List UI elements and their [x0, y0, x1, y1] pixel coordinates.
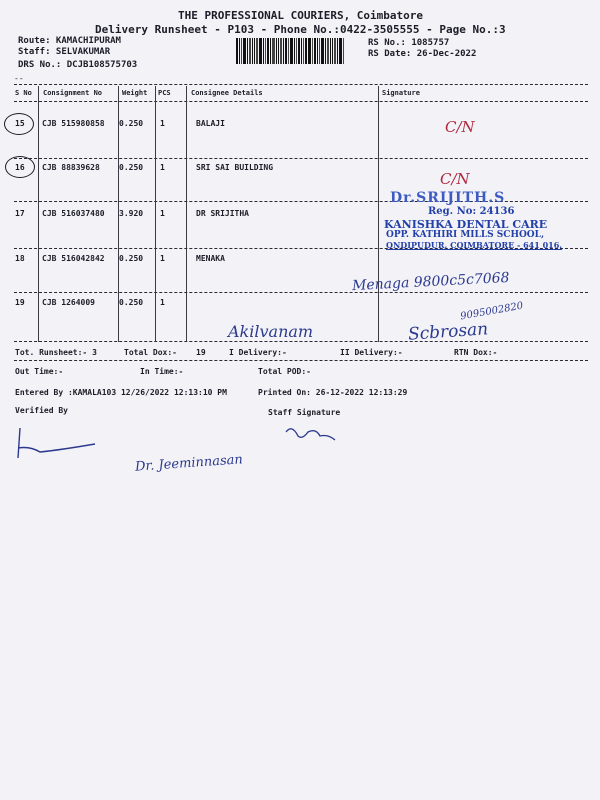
- barcode: [236, 38, 360, 64]
- barcode-bar: [254, 38, 255, 64]
- ii-delivery: II Delivery:-: [340, 348, 403, 357]
- row-pcs: 1: [160, 119, 165, 128]
- barcode-bar: [330, 38, 331, 64]
- barcode-bar: [259, 38, 262, 64]
- barcode-bar: [337, 38, 338, 64]
- barcode-bar: [305, 38, 307, 64]
- barcode-bar: [312, 38, 313, 64]
- header-dashes: --: [14, 74, 24, 83]
- barcode-bar: [270, 38, 271, 64]
- col-pcs: PCS: [158, 89, 171, 97]
- barcode-bar: [256, 38, 258, 64]
- barcode-bar: [247, 38, 248, 64]
- barcode-bar: [294, 38, 295, 64]
- row-sno: 18: [15, 254, 25, 263]
- row-weight: 3.920: [119, 209, 144, 218]
- barcode-bar: [288, 38, 289, 64]
- row-weight: 0.250: [119, 254, 144, 263]
- row-signature: Scbrosan: [407, 319, 489, 345]
- col-consignee: Consignee Details: [191, 89, 263, 97]
- stamp-clinic: KANISHKA DENTAL CARE: [384, 218, 548, 231]
- row-consignee: MENAKA: [196, 254, 225, 263]
- barcode-bar: [334, 38, 336, 64]
- row-rule: [14, 158, 588, 159]
- col-divider: [186, 86, 187, 342]
- barcode-bar: [236, 38, 238, 64]
- row-rule: [14, 292, 588, 293]
- barcode-bar: [267, 38, 269, 64]
- barcode-bar: [241, 38, 242, 64]
- total-pod: Total POD:-: [258, 367, 311, 376]
- akilvanam-scrawl: Akilvanam: [228, 322, 314, 341]
- barcode-bar: [308, 38, 311, 64]
- route-label: Route: KAMACHIPURAM: [18, 36, 121, 46]
- barcode-bar: [325, 38, 326, 64]
- signature-strokes: [0, 410, 600, 490]
- entered-by: Entered By :KAMALA103 12/26/2022 12:13:10 PM: [15, 388, 227, 397]
- barcode-bar: [276, 38, 277, 64]
- staff-label: Staff: SELVAKUMAR: [18, 47, 111, 57]
- col-divider: [155, 86, 156, 342]
- barcode-bar: [327, 38, 329, 64]
- row-consignment: CJB 516042842: [42, 254, 105, 263]
- row-pcs: 1: [160, 254, 165, 263]
- row-consignment: CJB 516037480: [42, 209, 105, 218]
- barcode-bar: [290, 38, 293, 64]
- staff-signature-label: Staff Signature: [268, 408, 341, 417]
- barcode-bar: [332, 38, 333, 64]
- barcode-bar: [249, 38, 251, 64]
- runsheet-title: Delivery Runsheet - P103 - Phone No.:0422-3505555 - Page No.:3: [95, 23, 506, 36]
- table-top-rule: [14, 84, 588, 85]
- barcode-bar: [317, 38, 318, 64]
- stamp-name: Dr.SRIJITH.S: [390, 190, 506, 206]
- col-sno: S No: [15, 89, 32, 97]
- rs-date-label: RS Date: 26-Dec-2022: [368, 49, 477, 59]
- barcode-bar: [296, 38, 297, 64]
- barcode-bar: [278, 38, 279, 64]
- col-divider: [38, 86, 39, 342]
- barcode-bar: [239, 38, 240, 64]
- col-signature: Signature: [382, 89, 420, 97]
- total-dox-value: 19: [196, 348, 206, 357]
- barcode-bar: [265, 38, 266, 64]
- phone-scrawl: 9095002820: [459, 300, 525, 323]
- barcode-bar: [298, 38, 300, 64]
- out-time: Out Time:-: [15, 367, 64, 376]
- rtn-dox: RTN Dox:-: [454, 348, 498, 357]
- stamp-addr1: OPP. KATHIRI MILLS SCHOOL,: [386, 230, 545, 240]
- verified-by: Verified By: [15, 406, 68, 415]
- row-weight: 0.250: [119, 298, 144, 307]
- barcode-bar: [319, 38, 320, 64]
- signature-scrawl: Dr. Jeeminnasan: [134, 452, 244, 475]
- row-sno: 16: [15, 163, 25, 172]
- barcode-bar: [301, 38, 302, 64]
- barcode-bar: [321, 38, 324, 64]
- total-dox-label: Total Dox:-: [124, 348, 177, 357]
- row-sno: 19: [15, 298, 25, 307]
- row-pcs: 1: [160, 298, 165, 307]
- barcode-bar: [272, 38, 275, 64]
- barcode-bar: [314, 38, 316, 64]
- barcode-bar: [263, 38, 264, 64]
- row-signature: C/N: [440, 170, 470, 188]
- rs-no-label: RS No.: 1085757: [368, 38, 450, 48]
- company-title: THE PROFESSIONAL COURIERS, Coimbatore: [178, 9, 424, 22]
- row-consignment: CJB 1264009: [42, 298, 95, 307]
- col-divider: [378, 86, 379, 342]
- barcode-bar: [303, 38, 304, 64]
- row-pcs: 1: [160, 209, 165, 218]
- col-weight: Weight: [122, 89, 148, 97]
- in-time: In Time:-: [140, 367, 184, 376]
- stamp-reg: Reg. No: 24136: [428, 206, 515, 217]
- barcode-bar: [280, 38, 282, 64]
- row-consignee: BALAJI: [196, 119, 225, 128]
- row-consignee: SRI SAI BUILDING: [196, 163, 274, 172]
- barcode-bar: [343, 38, 344, 64]
- drs-label: DRS No.: DCJB108575703: [18, 60, 138, 70]
- row-weight: 0.250: [119, 163, 144, 172]
- barcode-bar: [339, 38, 342, 64]
- barcode-bar: [252, 38, 253, 64]
- table-bottom-rule: [14, 341, 588, 342]
- row-signature: Menaga 9800c5c7068: [351, 269, 510, 295]
- stamp-addr2: ONDIPUDUR, COIMBATORE - 641 016.: [386, 240, 563, 250]
- row-pcs: 1: [160, 163, 165, 172]
- row-weight: 0.250: [119, 119, 144, 128]
- totals-rule: [14, 360, 588, 361]
- barcode-bar: [285, 38, 287, 64]
- row-consignment: CJB 515980858: [42, 119, 105, 128]
- barcode-bar: [283, 38, 284, 64]
- row-signature: C/N: [445, 118, 475, 136]
- row-sno: 15: [15, 119, 25, 128]
- row-consignee: DR SRIJITHA: [196, 209, 249, 218]
- barcode-bar: [243, 38, 246, 64]
- tot-runsheet: Tot. Runsheet:- 3: [15, 348, 97, 357]
- row-consignment: CJB 88839628: [42, 163, 100, 172]
- printed-on: Printed On: 26-12-2022 12:13:29: [258, 388, 408, 397]
- row-sno: 17: [15, 209, 25, 218]
- col-consignment: Consignment No: [43, 89, 103, 97]
- table-header-rule: [14, 101, 588, 102]
- i-delivery: I Delivery:-: [229, 348, 287, 357]
